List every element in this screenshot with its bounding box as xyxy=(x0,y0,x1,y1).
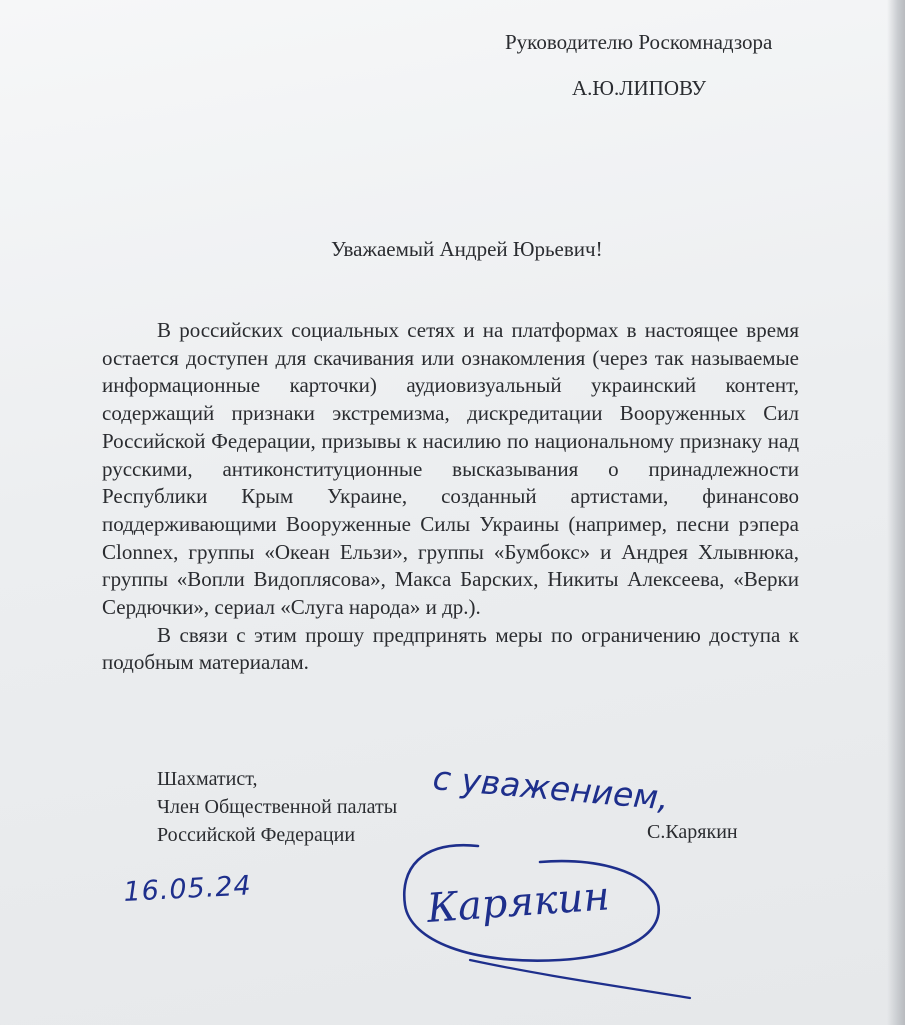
handwritten-closing: с уважением, xyxy=(431,758,671,818)
signature-mark: Карякин xyxy=(425,873,612,932)
signature-tail xyxy=(470,960,690,998)
recipient-name: А.Ю.ЛИПОВУ xyxy=(572,76,707,100)
body-paragraph-1: В российских социальных сетях и на платформах в настоящее время остается доступен для скачивания или ознакомления (через так называемые информационные карточки) аудиовизуальный украинский контент, содержащий признаки экстремизма, дискредитации Вооруженных Сил Российской Федерации, призывы к насилию по национальному признаку над русскими, антиконституционные высказывания о принадлежности Республики Крым Украине, созданный артистами, финансово поддерживающими Вооруженные Силы Украины (например, песни рэпера Clonnex, группы «Океан Ельзи», группы «Бумбокс» и Андрея Хлывнюка, группы «Вопли Видоплясова», Макса Барских, Никиты Алексеева, «Верки Сердючки», сериал «Слуга народа» и др.). xyxy=(102,318,799,620)
handwritten-date: 16.05.24 xyxy=(122,870,253,908)
signer-role: Шахматист, xyxy=(157,768,258,790)
signer-name: С.Карякин xyxy=(647,821,738,843)
signer-position: Член Общественной палаты xyxy=(157,796,398,818)
signer-organization: Российской Федерации xyxy=(157,824,356,846)
recipient-title: Руководителю Роскомнадзора xyxy=(505,30,773,54)
body-paragraph-2: В связи с этим прошу предпринять меры по ограничению доступа к подобным материалам. xyxy=(102,622,799,675)
salutation: Уважаемый Андрей Юрьевич! xyxy=(331,237,603,261)
